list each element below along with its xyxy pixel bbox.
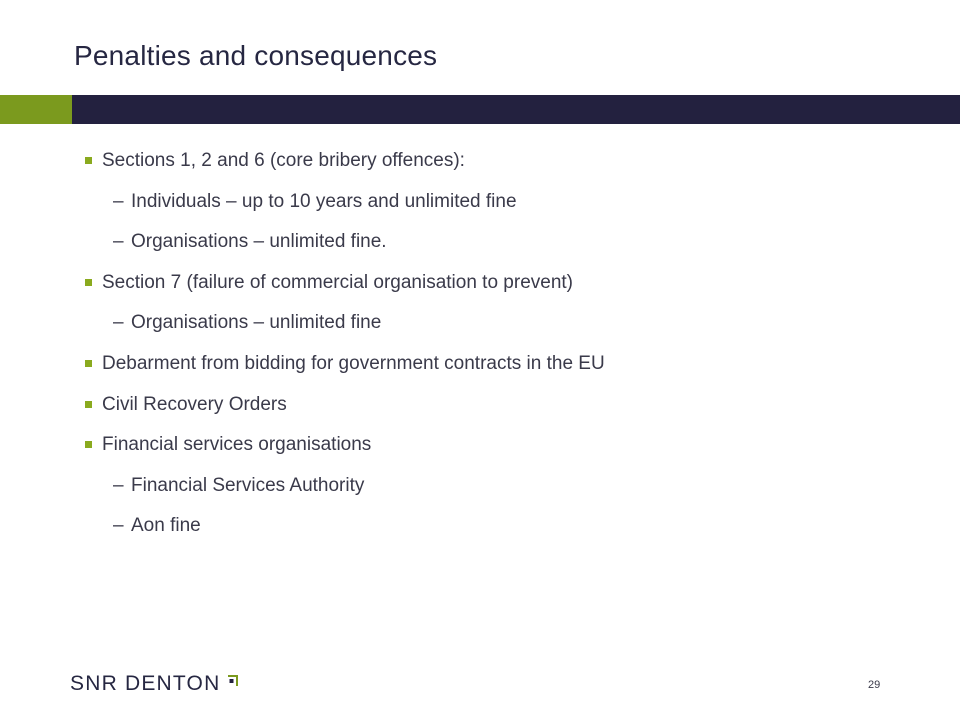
sub-bullet-item xyxy=(0,514,960,555)
bullet-item xyxy=(0,433,960,474)
bullet-item xyxy=(0,352,960,393)
sub-bullet-item xyxy=(0,230,960,271)
corner-bracket-icon xyxy=(227,675,238,687)
bullet-text: Sections 1, 2 and 6 (core bribery offences): xyxy=(102,150,465,171)
square-bullet-icon xyxy=(85,279,92,286)
slide-title: Penalties and consequences xyxy=(74,40,438,71)
bullet-text: Civil Recovery Orders xyxy=(102,393,287,415)
header-accent-bar xyxy=(0,95,72,124)
bullet-text: Financial services organisations xyxy=(102,434,372,456)
square-bullet-icon xyxy=(85,441,92,448)
square-bullet-icon xyxy=(85,360,92,367)
sub-bullet-text: Individuals – up to 10 years and unlimited fine xyxy=(131,190,517,212)
bullet-item xyxy=(0,393,960,434)
sub-bullet-item xyxy=(0,311,960,352)
company-logo xyxy=(70,672,238,696)
sub-bullet-text: Organisations – unlimited fine xyxy=(131,312,382,334)
logo-text: SNR DENTON xyxy=(70,672,221,695)
square-bullet-icon xyxy=(85,401,92,408)
sub-bullet-item xyxy=(0,190,960,231)
sub-bullet-text: Organisations – unlimited fine. xyxy=(131,231,387,253)
square-bullet-icon xyxy=(85,157,92,164)
dash-bullet: – xyxy=(113,231,124,253)
bullet-text: Debarment from bidding for government contracts in the EU xyxy=(102,352,605,374)
dash-bullet: – xyxy=(113,312,124,334)
sub-bullet-text: Aon fine xyxy=(131,515,201,537)
bullet-list xyxy=(0,149,960,555)
dash-bullet: – xyxy=(113,190,124,212)
bullet-item xyxy=(0,271,960,312)
sub-bullet-text: Financial Services Authority xyxy=(131,474,365,496)
dash-bullet: – xyxy=(113,515,124,537)
page-number: 29 xyxy=(868,679,881,691)
header-band xyxy=(72,95,960,124)
bullet-text: Section 7 (failure of commercial organisation to prevent) xyxy=(102,271,574,293)
sub-bullet-item xyxy=(0,474,960,515)
bullet-item xyxy=(0,149,960,190)
dash-bullet: – xyxy=(113,474,124,496)
